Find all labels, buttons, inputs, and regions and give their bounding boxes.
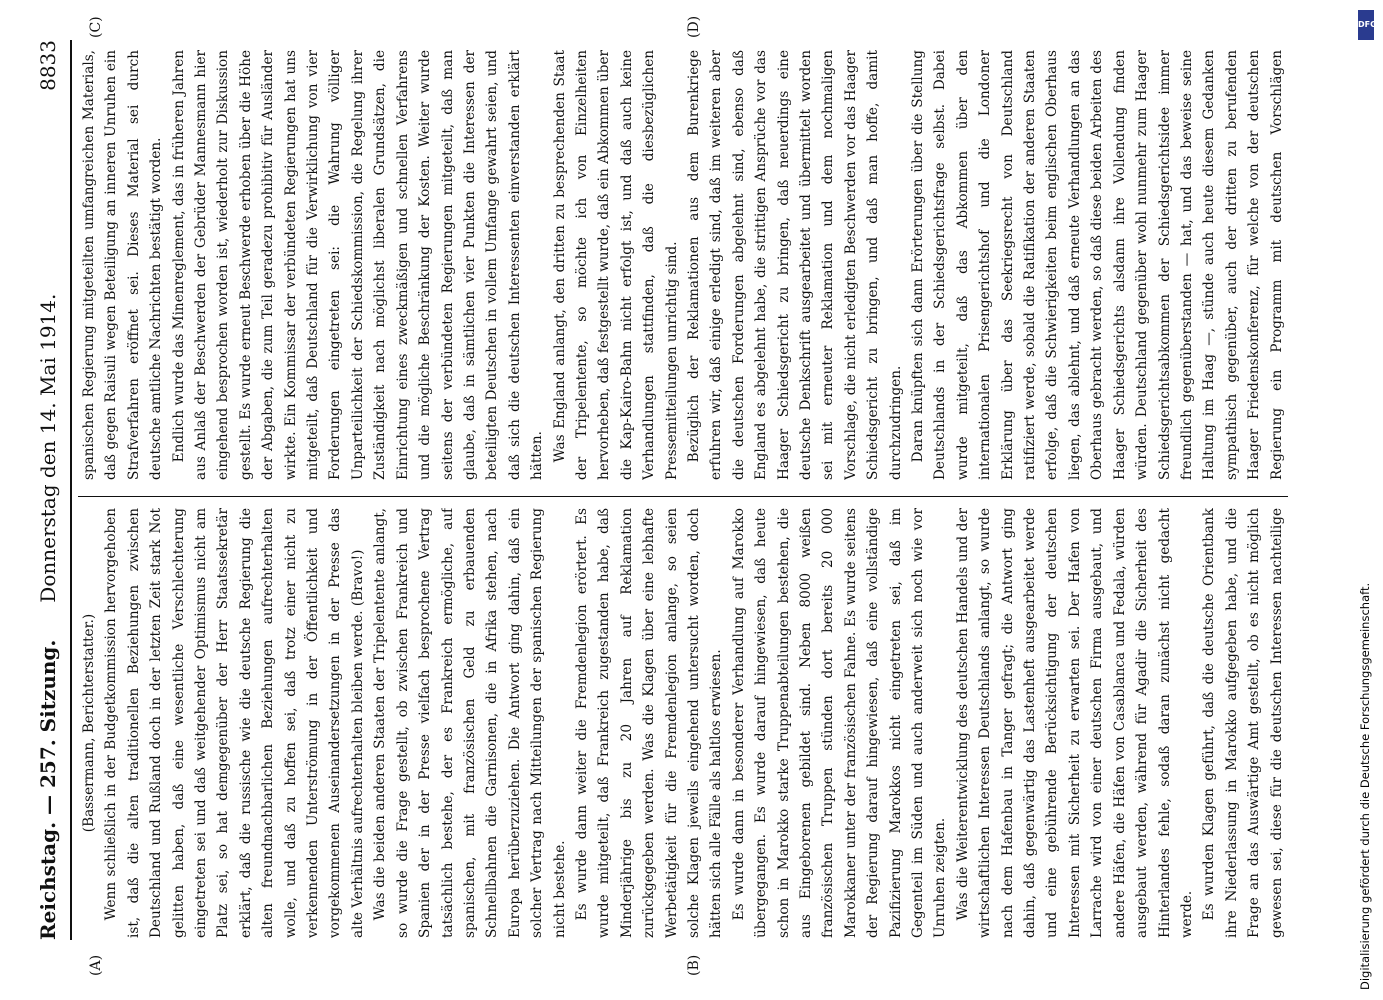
margin-mark-b: (B): [686, 954, 702, 976]
paragraph: Bezüglich der Reklamationen aus dem Burenkriege erfuhren wir, daß einige erledigt sind, daß im weiteren aber die deutschen Forderungen abgelehnt sind, ebenso daß England es abgelehnt habe, die strittigen Ansprüche vor das Haager Schiedsgericht zu bringen, daß neuerdings eine deutsche Denkschrift ausgearbeitet und übermittelt worden sei mit erneuter Reklamation und dem nochmaligen Vorschlage, die nicht erledigten Beschwerden vor das Haager Schiedsgericht zu bringen, und daß man hoffe, damit durchzudringen.: [685, 50, 904, 480]
speaker-note: (Bassermann, Berichterstatter.): [81, 613, 97, 833]
paragraph: Endlich wurde das Minenreglement, das in früheren Jahren aus Anlaß der Beschwerden der Gebrüder Mannesmann hier eingehend besprochen worden ist, wiederholt zur Diskussion gestellt. Es wurde erneut Beschwerde erhoben über die Höhe der Abgaben, die zum Teil geradezu prohibitiv für Ausländer wirkte. Ein Kommissar der verbündeten Regierungen hat uns mitgeteilt, daß Deutschland für die Verwirklichung von vier Forderungen eingetreten sei: die Wahrung völliger Unparteilichkeit der Schiedskommission, die Regelung ihrer Zuständigkeit nach möglichst liberalen Grundsätzen, die Einrichtung eines zweckmäßigen und schnellen Verfahrens und die mögliche Beschränkung der Kosten. Weiter wurde seitens der verbündeten Regierungen mitgeteilt, daß man glaube, daß in sämtlichen vier Punkten die Interessen der beteiligten Deutschen in vollem Umfange gewahrt seien, und daß sich die deutschen Interessenten einverstanden erklärt hätten.: [170, 50, 546, 480]
paragraph: spanischen Regierung mitgeteilten umfangreichen Materials, daß gegen Raisuli wegen Beteiligung an inneren Unruhen ein Strafverfahren eröffnet sei. Dieses Material sei durch deutsche amtliche Nachrichten bestätigt worden.: [81, 50, 165, 480]
running-head: [28, 40, 68, 940]
margin-mark-d: (D): [686, 15, 702, 38]
right-column: [78, 50, 1288, 480]
margin-mark-a: (A): [88, 954, 104, 976]
paragraph: Daran knüpften sich dann Erörterungen über die Stellung Deutschlands in der Schiedsgerichtsfrage selbst. Dabei wurde mitgeteilt, daß das Abkommen über den internationalen Prisengerichtshof und die Londoner Erklärung über das Seekriegsrecht von Deutschland ratifiziert werde, sobald die Ratifikation der anderen Staaten erfolge, daß die Schwierigkeiten beim englischen Oberhaus liegen, das ablehnt, und daß erneute Verhandlungen an das Oberhaus gebracht werden, so daß diese beiden Arbeiten des Haager Schiedsgerichts alsdann ihre Vollendung finden würden. Deutschland gegenüber wohl nunmehr zum Haager Schiedsgerichtsabkommen der Schiedsgerichtsidee immer freundlich gegenüberstanden — hat, und das beweise seine Haltung im Haag —, stünde auch heute diesem Gedanken sympathisch gegenüber, auch der dritten zu berufenden Haager Friedenskonferenz, für welche von der deutschen Regierung ein Programm mit deutschen Vorschlägen: [910, 50, 1285, 480]
dfg-logo: DFG: [1358, 10, 1374, 40]
paragraph: Es wurden Klagen geführt, daß die deutsche Orientbank ihre Niederlassung in Marokko aufgegeben habe, und die Frage an das Auswärtige Amt gestellt, ob es nicht möglich gewesen sei, diese für die deutschen Interessen nachteilige: [1201, 508, 1285, 938]
digitization-credit: [1354, 10, 1376, 990]
paragraph: Es wurde dann weiter die Fremdenlegion erörtert. Es wurde mitgeteilt, daß Frankreich zugestanden habe, daß Minderjährige bis zu 20 Jahren auf Reklamation zurückgegeben werden. Was die Klagen über eine lebhafte Werbetätigkeit für die Fremdenlegion anlange, so seien solche Klagen jeweils eingehend untersucht worden, doch hätten sich alle Fälle als haltlos erwiesen.: [573, 508, 725, 938]
header-rule: [70, 40, 72, 940]
paragraph: Wenn schließlich in der Budgetkommission hervorgehoben ist, daß die alten traditionellen Beziehungen zwischen Deutschland und Rußland doch in der letzten Zeit stark Not gelitten haben, daß eine wesentliche Verschlechterung eingetreten sei und daß weitgehender Optimismus nicht am Platz sei, so hat demgegenüber der Herr Staatssekretär erklärt, daß die russische wie die deutsche Regierung die alten freundnachbarlichen Beziehungen aufrechterhalten wolle, und daß zu hoffen sei, daß trotz einer nicht zu verkennenden Unterströmung in der Öffentlichkeit und vorgekommenen Auseinandersetzungen in der Presse das alte Verhältnis aufrechterhalten bleiben werde. (Bravo!): [103, 508, 366, 938]
credit-text: Digitalisierung gefördert durch die Deutsche Forschungsgemeinschaft.: [1358, 582, 1372, 990]
left-column: [78, 508, 1288, 938]
paragraph: Was die Weiterentwicklung des deutschen Handels und der wirtschaftlichen Interessen Deutschlands anlangt, so wurde nach dem Hafenbau in Tanger gefragt; die Antwort ging dahin, daß gegenwärtig das Lastenheft ausgearbeitet werde und eine gebührende Berücksichtigung der deutschen Interessen mit Sicherheit zu erwarten sei. Der Hafen von Larrache wird von einer deutschen Firma ausgebaut, und andere Häfen, die Häfen von Casablanca und Fedala, würden ausgebaut werden, während für Agadir die Sicherheit des Hinterlandes fehle, sodaß daran zunächst nicht gedacht werde.: [954, 508, 1195, 938]
header-left: Reichstag. — 257. Sitzung.: [36, 639, 60, 940]
margin-mark-c: (C): [88, 16, 104, 38]
page-number: 8833: [36, 40, 60, 91]
header-right: [36, 40, 60, 603]
paragraph: Es wurde dann in besonderer Verhandlung auf Marokko übergegangen. Es wurde darauf hingewiesen, daß heute schon in Marokko starke Truppenabteilungen bestehen, die aus Eingeborenen gebildet sind. Neben 8000 weißen französischen Truppen stünden dort bereits 20 000 Marokkaner unter der französischen Fahne. Es wurde seitens der Regierung darauf hingewiesen, daß eine vollständige Pazifizierung Marokkos nicht eingetreten sei, daß im Gegenteil im Süden und auch anderweit sich noch wie vor Unruhen zeigten.: [730, 508, 949, 938]
paragraph: Was die beiden anderen Staaten der Tripelentente anlangt, so wurde die Frage gestellt, ob zwischen Frankreich und Spanien der in der Presse vielfach besprochene Vertrag tatsächlich bestehe, der es Frankreich ermögliche, auf spanischen, mit französischen Geld zu erbauenden Schnellbahnen die Garnisonen, die in Afrika stehen, nach Europa herüberzuziehen. Die Antwort ging dahin, daß ein solcher Vertrag nach Mitteilungen der spanischen Regierung nicht bestehe.: [372, 508, 568, 938]
column-divider: [78, 496, 1288, 497]
paragraph: Was England anlangt, den dritten zu besprechenden Staat der Tripelentente, so möchte ich von Einzelheiten hervorheben, daß festgestellt wurde, daß ein Abkommen über die Kap-Kairo-Bahn nicht erfolgt ist, und daß auch keine Verhandlungen stattfinden, daß die diesbezüglichen Pressemitteilungen unrichtig sind.: [551, 50, 680, 480]
header-date: Donnerstag den 14. Mai 1914.: [36, 293, 60, 603]
